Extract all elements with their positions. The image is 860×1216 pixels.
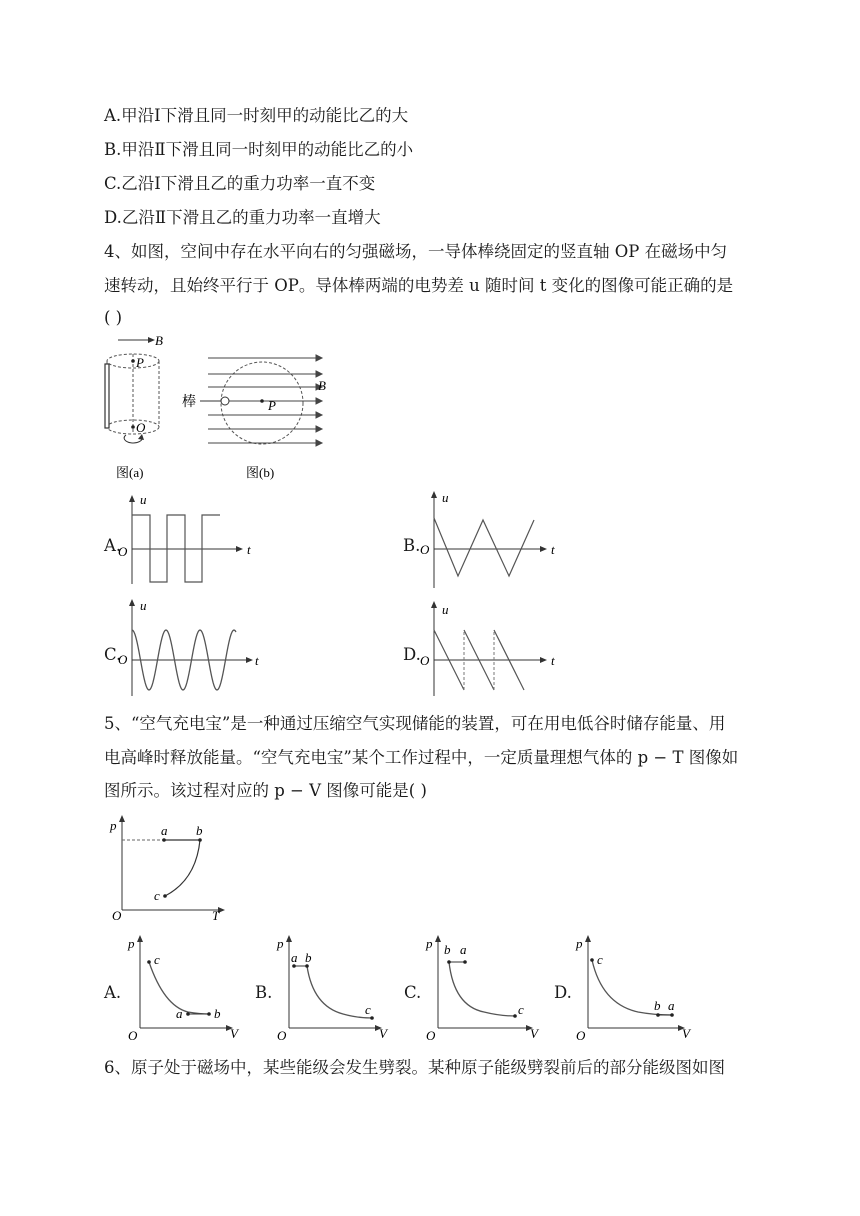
q5-stem-line1: 5、“空气充电宝”是一种通过压缩空气实现储能的装置，可在用电低谷时储存能量、用: [104, 714, 726, 733]
opt-b-pt3-label: c: [365, 1002, 371, 1017]
opt-c-pt2-label: a: [460, 942, 467, 957]
opt-b-u-label: u: [442, 490, 449, 505]
pt-c-label: c: [154, 888, 160, 903]
q5-stem-line2: 电高峰时释放能量。“空气充电宝”某个工作过程中，一定质量理想气体的 p − T 图像如: [104, 748, 739, 767]
opt-c-t-label: t: [255, 653, 259, 668]
pt-a-label: a: [161, 823, 168, 838]
opt-d-u-label: u: [442, 602, 449, 617]
opt-a-u-label: u: [140, 494, 147, 507]
opt-b-v-label: V: [379, 1026, 387, 1040]
q3-option-c: C.乙沿Ⅰ下滑且乙的重力功率一直不变: [104, 174, 376, 193]
q4-option-a-label: A.: [104, 536, 122, 555]
q4-option-b-label: B.: [403, 536, 421, 555]
q5-option-d-label: D.: [554, 983, 572, 1002]
opt-a-pt2-label: a: [176, 1006, 183, 1021]
opt-c-pt1-label: b: [444, 942, 451, 957]
opt-c-o-label: O: [426, 1028, 436, 1040]
opt-b-pt1-label: a: [291, 950, 298, 965]
q5-option-b-graph: [273, 934, 391, 1040]
opt-d-pt1-label: c: [597, 952, 603, 967]
opt-b-o-label: O: [420, 542, 430, 557]
q3-option-b: B.甲沿Ⅱ下滑且同一时刻甲的动能比乙的小: [104, 140, 414, 159]
q4-figure-a: [98, 334, 178, 484]
fig-b-b-label: B: [318, 378, 326, 393]
q3-option-d: D.乙沿Ⅱ下滑且乙的重力功率一直增大: [104, 208, 381, 227]
q5-stem-line3: 图所示。该过程对应的 p − V 图像可能是( ): [104, 781, 427, 800]
q5-option-a-label: A.: [104, 983, 122, 1002]
opt-d-pt2-label: b: [654, 998, 661, 1013]
opt-a-pt3-label: b: [214, 1006, 221, 1021]
q4-stem-line2: 速转动，且始终平行于 OP。导体棒两端的电势差 u 随时间 t 变化的图像可能正确的是: [104, 276, 734, 295]
opt-d-p-label: p: [576, 936, 583, 951]
pt-t-label: T: [212, 908, 220, 922]
opt-d-o-label: O: [420, 653, 430, 668]
q4-figure-b: [182, 348, 332, 484]
opt-a-v-label: V: [230, 1026, 238, 1040]
fig-a-o-label: O: [136, 420, 146, 435]
opt-d-o-label: O: [576, 1028, 586, 1040]
q5-option-c-graph: [422, 934, 542, 1040]
q6-stem-line1: 6、原子处于磁场中，某些能级会发生劈裂。某种原子能级劈裂前后的部分能级图如图: [104, 1058, 725, 1077]
fig-a-p-label: P: [136, 355, 144, 370]
q4-option-d-label: D.: [403, 645, 421, 664]
opt-c-p-label: p: [426, 936, 433, 951]
fig-a-caption: 图(a): [116, 465, 144, 480]
opt-b-o-label: O: [277, 1028, 287, 1040]
fig-b-caption: 图(b): [246, 465, 275, 480]
opt-b-t-label: t: [551, 542, 555, 557]
opt-d-t-label: t: [551, 653, 555, 668]
q5-option-d-graph: [572, 934, 694, 1040]
fig-a-b-label: B: [155, 334, 163, 348]
q3-option-a: A.甲沿Ⅰ下滑且同一时刻甲的动能比乙的大: [104, 106, 409, 125]
q4-option-b-graph: [418, 490, 558, 590]
q5-option-c-label: C.: [404, 983, 422, 1002]
opt-b-pt2-label: b: [305, 950, 312, 965]
q4-stem-line3: ( ): [104, 308, 123, 327]
q4-stem-line1: 4、如图，空间中存在水平向右的匀强磁场，一导体棒绕固定的竖直轴 OP 在磁场中匀: [104, 242, 728, 261]
q4-option-c-graph: [116, 598, 266, 698]
fig-b-rod-label: 棒: [182, 395, 196, 410]
opt-c-v-label: V: [530, 1026, 538, 1040]
q5-option-a-graph: [124, 934, 242, 1040]
pt-b-label: b: [196, 823, 203, 838]
opt-a-pt1-label: c: [154, 952, 160, 967]
fig-b-p-label: P: [268, 398, 276, 413]
opt-c-o-label: O: [118, 652, 128, 667]
opt-a-o-label: O: [118, 544, 128, 559]
q5-option-b-label: B.: [255, 983, 273, 1002]
pt-p-label: p: [110, 818, 117, 833]
opt-a-p-label: p: [128, 936, 135, 951]
q5-pt-figure: [108, 814, 236, 922]
pt-o-label: O: [112, 908, 122, 922]
q4-option-c-label: C.: [104, 645, 122, 664]
opt-d-v-label: V: [682, 1026, 690, 1040]
opt-a-o-label: O: [128, 1028, 138, 1040]
opt-b-p-label: p: [277, 936, 284, 951]
opt-a-t-label: t: [247, 542, 251, 557]
opt-c-u-label: u: [140, 598, 147, 613]
opt-d-pt3-label: a: [668, 998, 675, 1013]
opt-c-pt3-label: c: [518, 1002, 524, 1017]
q4-option-d-graph: [418, 600, 558, 698]
q4-option-a-graph: [116, 494, 252, 586]
